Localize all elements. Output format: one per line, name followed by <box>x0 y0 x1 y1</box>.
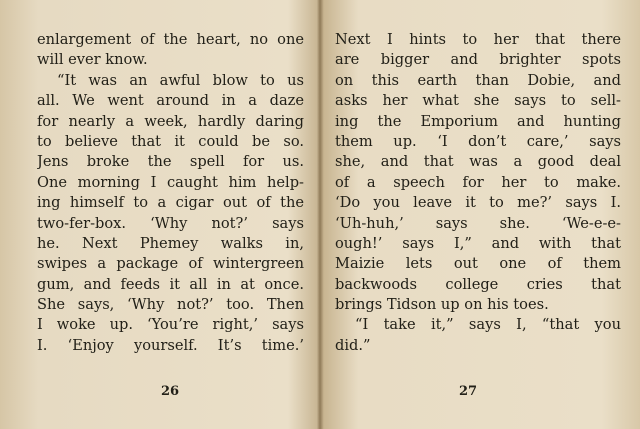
text-line: swipes a package of wintergreen <box>37 255 304 273</box>
text-line: Maizie lets out one of them <box>335 255 621 273</box>
text-line: asks her what she says to sell- <box>335 92 621 110</box>
text-line: them up. ‘I don’t care,’ says <box>335 132 621 150</box>
text-line: ‘Do you leave it to me?’ says I. <box>335 194 621 212</box>
text-line: backwoods college cries that <box>335 275 621 293</box>
text-line: of a speech for her to make. <box>335 173 621 191</box>
text-line: She says, ‘Why not?’ too. Then <box>37 296 304 314</box>
text-line: will ever know. <box>37 51 148 69</box>
text-line: brings Tidson up on his toes. <box>335 296 549 314</box>
text-line: ing himself to a cigar out of the <box>37 194 304 212</box>
right-page-text <box>335 30 621 356</box>
text-line: two-fer-box. ‘Why not?’ says <box>37 214 304 232</box>
text-line: are bigger and brighter spots <box>335 51 621 69</box>
text-line: did.” <box>335 336 371 354</box>
text-line: she, and that was a good deal <box>335 153 621 171</box>
page-number: 27 <box>459 384 478 399</box>
text-line: he. Next Phemey walks in, <box>37 234 304 252</box>
text-line: I woke up. ‘You’re right,’ says <box>37 316 304 334</box>
text-line: Next I hints to her that there <box>335 31 621 48</box>
text-line: One morning I caught him help- <box>37 173 304 191</box>
text-line: “I take it,” says I, “that you <box>355 316 621 334</box>
text-line: for nearly a week, hardly daring <box>37 112 304 130</box>
right-page <box>320 0 640 429</box>
text-line: gum, and feeds it all in at once. <box>37 275 304 293</box>
left-page-text <box>37 30 304 356</box>
text-line: enlargement of the heart, no one <box>37 31 304 48</box>
page-number: 26 <box>161 384 180 399</box>
text-line: ough!’ says I,” and with that <box>335 234 621 252</box>
text-line: on this earth than Dobie, and <box>335 71 621 89</box>
text-line: “It was an awful blow to us <box>57 71 304 89</box>
text-line: Jens broke the spell for us. <box>37 153 304 171</box>
text-line: ‘Uh-huh,’ says she. ‘We-e-e- <box>335 214 621 232</box>
text-line: all. We went around in a daze <box>37 92 304 110</box>
text-line: ing the Emporium and hunting <box>335 112 621 130</box>
text-line: to believe that it could be so. <box>37 132 304 150</box>
text-line: I. ‘Enjoy yourself. It’s time.’ <box>37 336 304 354</box>
